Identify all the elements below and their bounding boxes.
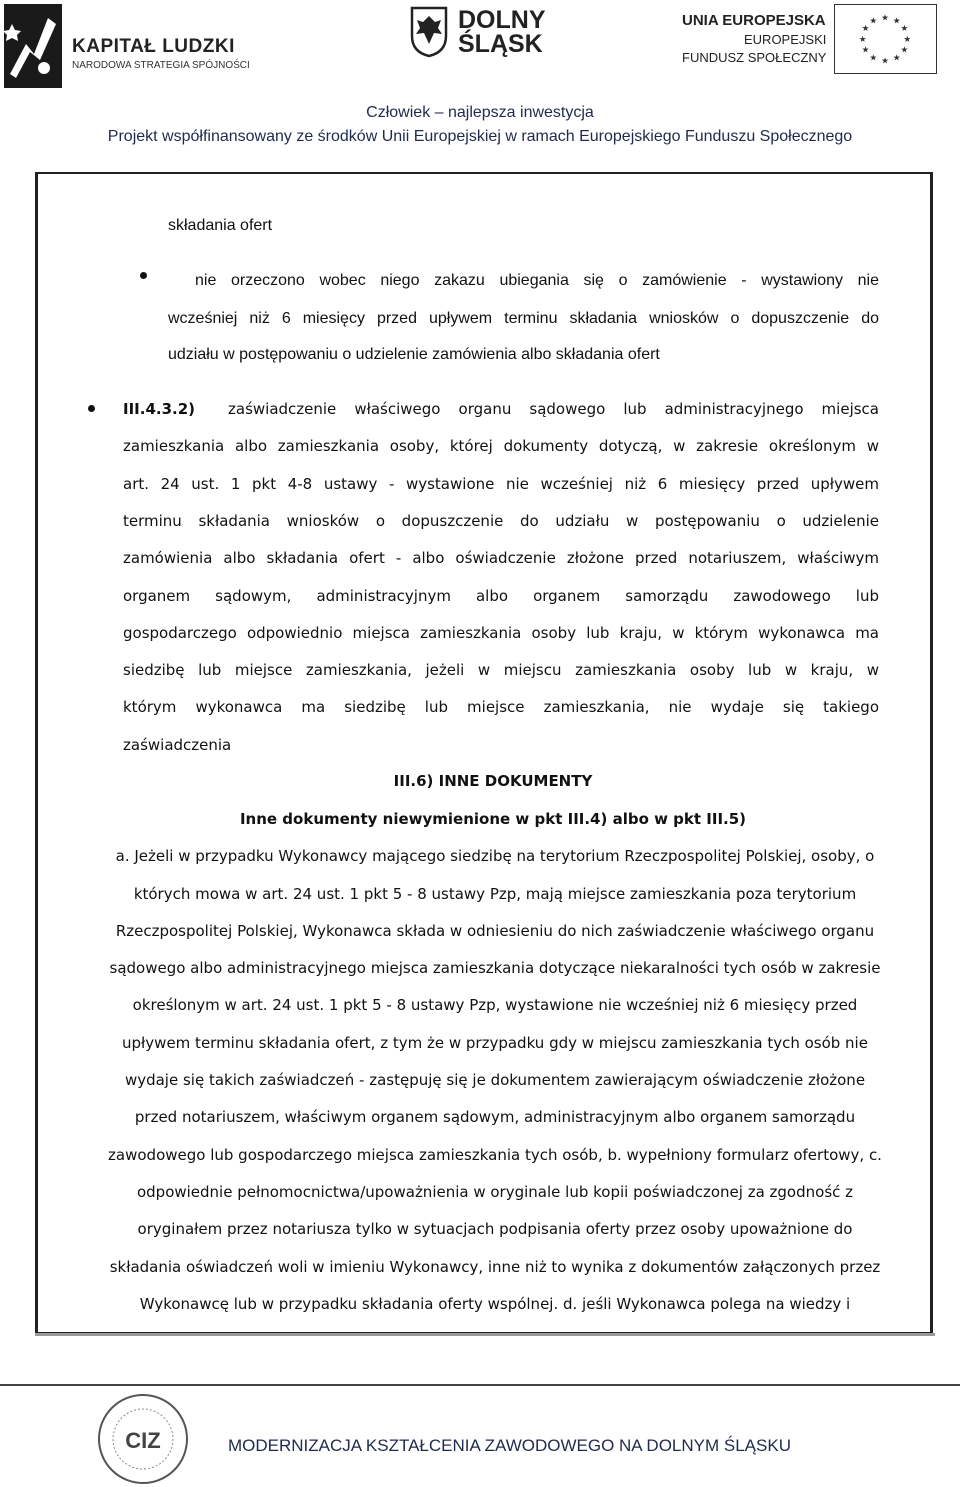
text-line: a. Jeżeli w przypadku Wykonawcy mającego siedzibę na terytorium Rzeczpospolitej Polskiej, osoby, o bbox=[115, 847, 875, 865]
text-line: zaświadczenie właściwego organu sądowego lub administracyjnego miejsca bbox=[228, 400, 879, 418]
kapital-ludzki-subtitle: NARODOWA STRATEGIA SPÓJNOŚCI bbox=[72, 60, 250, 71]
eagle-crest-icon bbox=[410, 6, 448, 58]
text-line: sądowego albo administracyjnego miejsca zamieszkania dotyczące niekaralności tych osób w zakresie bbox=[109, 959, 881, 977]
text-line: upływem terminu składania ofert, z tym że w przypadku gdy w miejscu zamieszkania tych osób nie bbox=[122, 1034, 868, 1052]
text-line: których mowa w art. 24 ust. 1 pkt 5 - 8 ustawy Pzp, mają miejsce zamieszkania poza terytorium bbox=[133, 885, 857, 903]
text-line: zawodowego lub gospodarczego miejsca zamieszkania tych osób, b. wypełniony formularz ofertowy, c. bbox=[108, 1146, 882, 1164]
text-line: nie orzeczono wobec niego zakazu ubiegania się o zamówienie - wystawiony nie bbox=[195, 272, 879, 289]
section-subheading: Inne dokumenty niewymienione w pkt III.4) albo w pkt III.5) bbox=[239, 810, 747, 828]
text-line: zaświadczenia bbox=[123, 736, 232, 754]
text-line: organem sądowym, administracyjnym albo organem samorządu zawodowego lub bbox=[123, 587, 879, 605]
text-line: wydaje się takich zaświadczeń - zastępuję się je dokumentem zawierającym oświadczenie złożone bbox=[124, 1071, 866, 1089]
dolny-slask-line1: DOLNY bbox=[458, 6, 546, 34]
text-line: przed notariuszem, właściwym organem sądowym, administracyjnym albo organem samorządu bbox=[134, 1108, 856, 1126]
ciz-logo-text: CIZ bbox=[125, 1428, 161, 1453]
text-line: terminu składania wniosków o dopuszczenie do udziału w postępowaniu o udzielenie bbox=[123, 512, 879, 530]
frame-shadow bbox=[35, 1333, 935, 1336]
kapital-ludzki-emblem-icon bbox=[4, 4, 62, 88]
text-line: Rzeczpospolitej Polskiej, Wykonawca składa w odniesieniu do nich zaświadczenie właściwego organu bbox=[115, 922, 875, 940]
ue-subtitle-2: FUNDUSZ SPOŁECZNY bbox=[682, 50, 827, 65]
svg-text:★: ★ bbox=[900, 45, 909, 56]
text-line: składania oświadczeń woli w imieniu Wykonawcy, inne niż to wynika z dokumentów załączonych przez bbox=[109, 1258, 881, 1276]
footer-divider bbox=[0, 1384, 960, 1386]
text-line: zamówienia albo składania ofert - albo oświadczenie złożone przed notariuszem, właściwym bbox=[123, 549, 879, 567]
section-heading: III.6) INNE DOKUMENTY bbox=[393, 772, 593, 790]
svg-text:★: ★ bbox=[892, 53, 901, 64]
eu-flag-icon bbox=[834, 4, 937, 74]
text-line: określonym w art. 24 ust. 1 pkt 5 - 8 ustawy Pzp, wystawione nie wcześniej niż 6 miesięcy przed bbox=[132, 996, 858, 1014]
motto-line-1: Człowiek – najlepsza inwestycja bbox=[366, 104, 594, 121]
svg-text:★: ★ bbox=[881, 13, 889, 24]
text-line: udziału w postępowaniu o udzielenie zamówienia albo składania ofert bbox=[168, 346, 660, 363]
motto-line-2: Projekt współfinansowany ze środków Unii Europejskiej w ramach Europejskiego Funduszu Społecznego bbox=[107, 128, 853, 145]
text-line: oryginałem przez notariusza tylko w sytuacjach podpisania oferty przez osoby upoważnione do bbox=[137, 1220, 853, 1238]
bullet-icon bbox=[140, 272, 147, 279]
svg-text:★: ★ bbox=[892, 16, 901, 27]
text-line: gospodarczego odpowiednio miejsca zamieszkania osoby lub kraju, w którym wykonawca ma bbox=[123, 624, 879, 642]
text-line: którym wykonawca ma siedzibę lub miejsce zamieszkania, nie wydaje się takiego bbox=[123, 698, 879, 716]
kapital-ludzki-logo bbox=[4, 4, 254, 88]
text-line: odpowiednie pełnomocnictwa/upoważnienia w oryginale lub kopii poświadczonej za zgodność z bbox=[136, 1183, 854, 1201]
section-number: III.4.3.2) bbox=[123, 400, 196, 418]
dolny-slask-wordmark bbox=[458, 8, 546, 56]
ue-title: UNIA EUROPEJSKA bbox=[682, 12, 826, 29]
svg-text:★: ★ bbox=[900, 24, 909, 35]
bullet-icon bbox=[88, 405, 95, 412]
svg-text:★: ★ bbox=[858, 34, 867, 45]
svg-text:★: ★ bbox=[903, 34, 912, 45]
ue-subtitle-1: EUROPEJSKI bbox=[744, 32, 827, 47]
text-line: składania ofert bbox=[168, 217, 273, 234]
text-line: art. 24 ust. 1 pkt 4-8 ustawy - wystawione nie wcześniej niż 6 miesięcy przed upływem bbox=[123, 475, 879, 493]
dolny-slask-logo bbox=[410, 6, 550, 62]
svg-text:★: ★ bbox=[869, 53, 878, 64]
footer-title: MODERNIZACJA KSZTAŁCENIA ZAWODOWEGO NA DOLNYM ŚLĄSKU bbox=[228, 1436, 791, 1455]
text-line: siedzibę lub miejsce zamieszkania, jeżeli w miejscu zamieszkania osoby lub w kraju, w bbox=[123, 661, 879, 679]
text-line: wcześniej niż 6 miesięcy przed upływem terminu składania wniosków o dopuszczenie do bbox=[168, 310, 879, 327]
ciz-seal-logo bbox=[96, 1392, 190, 1486]
kapital-ludzki-title: KAPITAŁ LUDZKI bbox=[72, 36, 235, 57]
svg-text:★: ★ bbox=[861, 45, 870, 56]
text-line: zamieszkania albo zamieszkania osoby, której dokumenty dotyczą, w zakresie określonym w bbox=[123, 437, 879, 455]
dolny-slask-line2: ŚLĄSK bbox=[458, 30, 543, 58]
svg-text:★: ★ bbox=[881, 56, 889, 67]
text-line: Wykonawcę lub w przypadku składania oferty wspólnej. d. jeśli Wykonawca polega na wiedzy i bbox=[139, 1295, 851, 1313]
svg-text:★: ★ bbox=[861, 24, 870, 35]
svg-text:★: ★ bbox=[869, 16, 878, 27]
unia-europejska-logo bbox=[682, 8, 940, 76]
